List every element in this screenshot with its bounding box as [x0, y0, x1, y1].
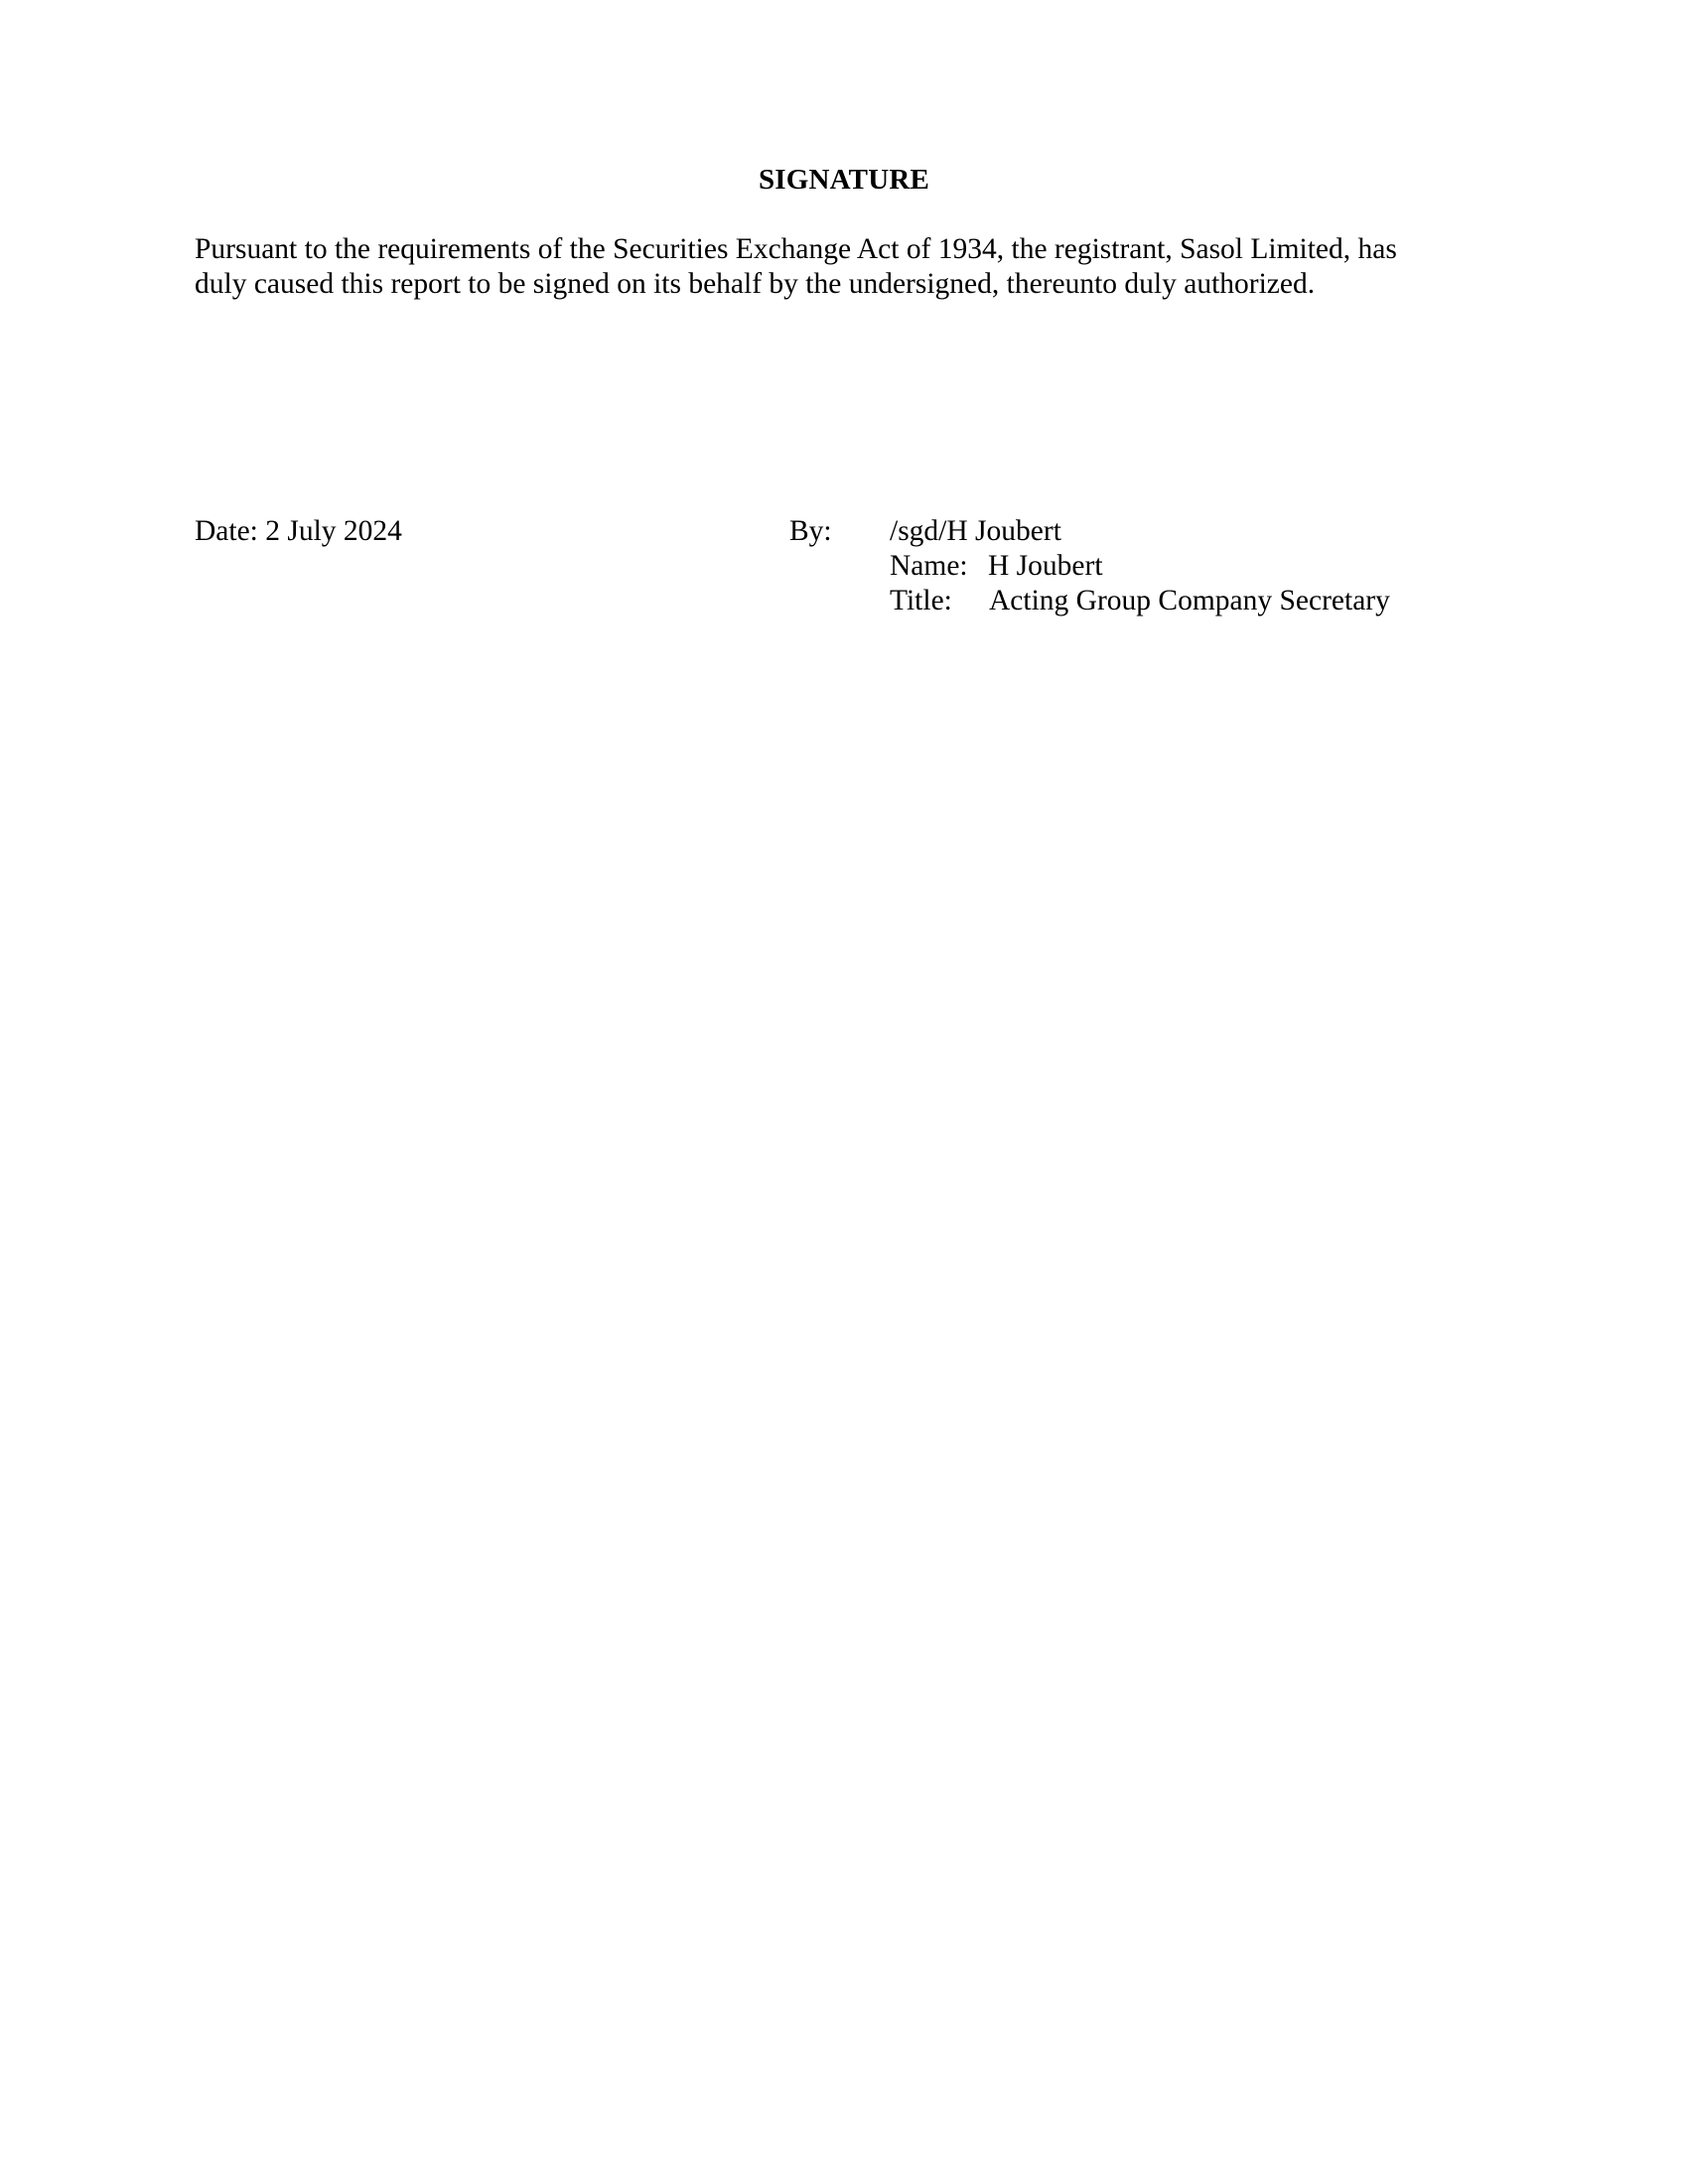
- paragraph-line: Pursuant to the requirements of the Securities Exchange Act of 1934, the registrant, Sasol Limited, has: [195, 233, 1397, 265]
- title-value: Acting Group Company Secretary: [989, 585, 1390, 616]
- date-text: Date: 2 July 2024: [195, 515, 402, 547]
- title-label: Title:: [890, 585, 952, 616]
- by-label: By:: [789, 515, 832, 547]
- name-value: H Joubert: [988, 550, 1103, 582]
- signature-text: /sgd/H Joubert: [890, 515, 1061, 547]
- page-title: SIGNATURE: [758, 164, 930, 196]
- paragraph-line: duly caused this report to be signed on its behalf by the undersigned, thereunto duly authorized.: [195, 268, 1316, 300]
- authorization-paragraph: [195, 232, 1485, 302]
- name-label: Name:: [890, 550, 968, 582]
